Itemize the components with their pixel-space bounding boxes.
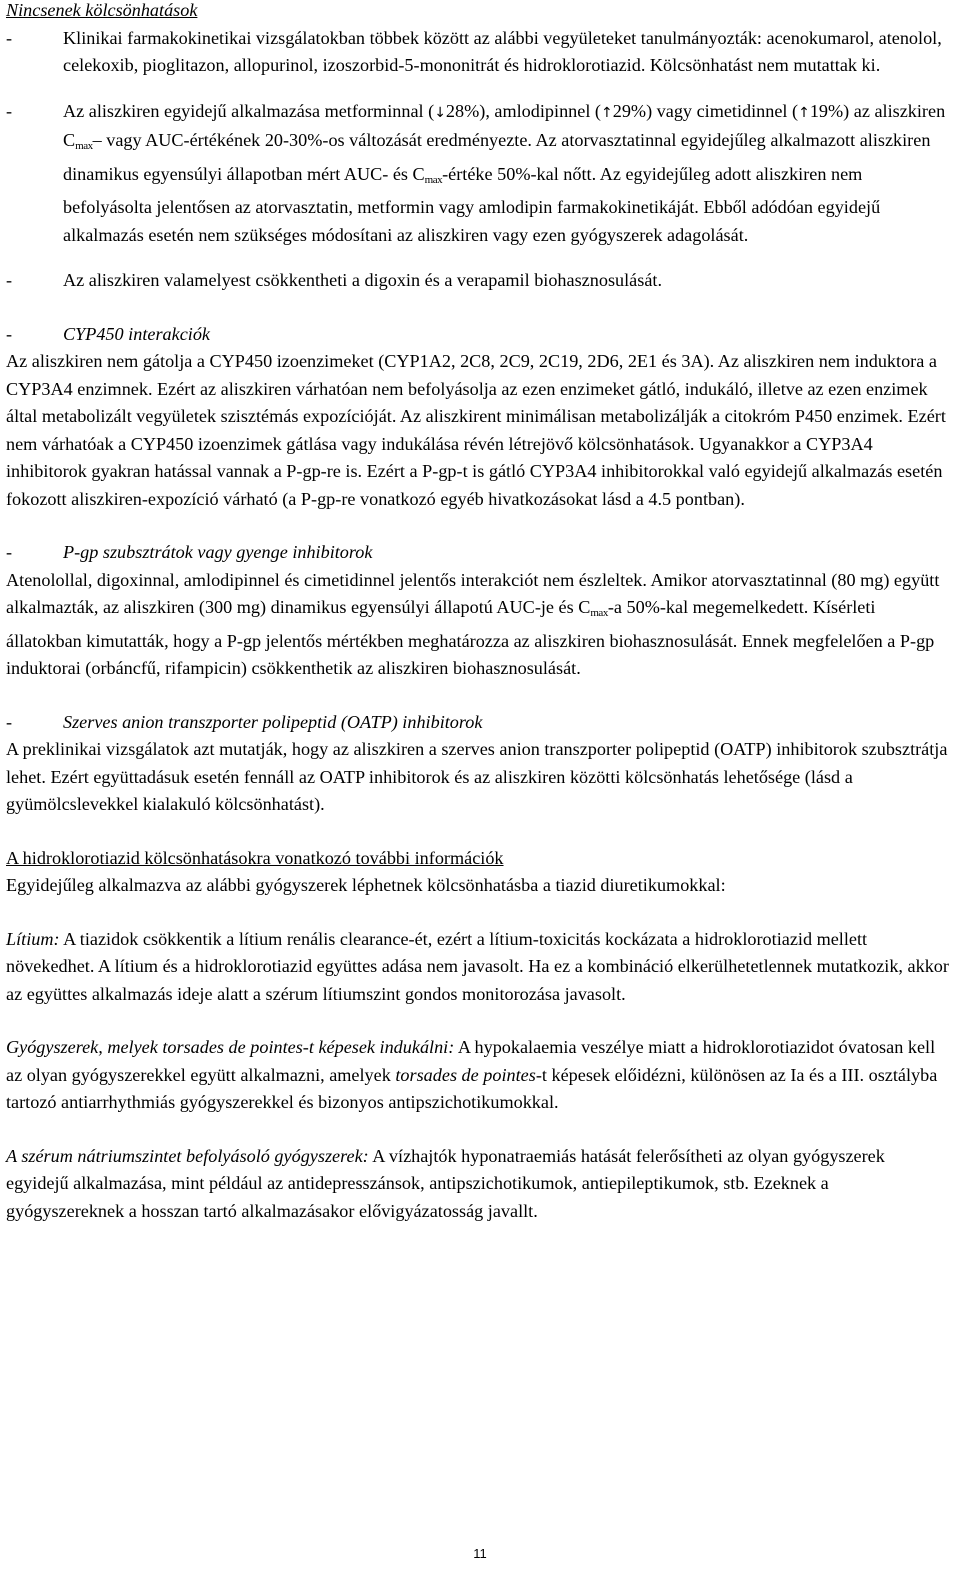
paragraph-label: A szérum nátriumszintet befolyásoló gyógyszerek: <box>6 1145 369 1166</box>
bullet-text: Az aliszkiren egyidejű alkalmazása metforminnal (↓28%), amlodipinnel (↑29%) vagy cimetidinnel (↑19%) az aliszkiren $C_{max}-$ vagy AUC-értékének 20-30%-os változását eredményezte. Az atorvasztatinnal egyidejűleg alkalmazott aliszkiren dinamikus egyensúlyi állapotban mért AUC- és $C_{max}$-értéke 50%-kal nőtt. Az egyidejűleg adott aliszkiren nem befolyásolta jelentősen az atorvasztatin, metformin vagy amlodipin farmakokinetikáját. Ebből adódóan egyidejű alkalmazás esetén nem szükséges módosítani az aliszkiren vagy ezen gyógyszerek adagolását. <box>63 100 946 245</box>
bullet-dash: - <box>6 711 13 732</box>
bullet-text: Az aliszkiren valamelyest csökkentheti a digoxin és a verapamil biohasznosulását. <box>63 270 662 290</box>
section-heading-hctz: A hidroklorotiazid kölcsönhatásokra vonatkozó további információk <box>6 847 504 868</box>
arrow-down-icon: ↓ <box>434 104 446 121</box>
bullet-dash: - <box>6 323 13 344</box>
paragraph-torsades: Gyógyszerek, melyek torsades de pointes-t képesek indukálni: A hypokalaemia veszélye miatt a hidroklorotiazidot óvatosan kell az olyan gyógyszerekkel együtt alkalmazni, amelyek torsades de pointes-t képesek előidézni, különösen az Ia és a III. osztályba tartozó antiarrhythmiás gyógyszerekkel és bizonyos antipszichotikumokkal. <box>6 1037 938 1112</box>
arrow-up-icon: ↑ <box>601 104 613 121</box>
bullet-item-metformin <box>6 98 950 250</box>
arrow-up-icon: ↑ <box>798 104 810 121</box>
paragraph-pgp: Atenolollal, digoxinnal, amlodipinnel és cimetidinnel jelentős interakciót nem észleltek. Amikor atorvasztatinnal (80 mg) együtt alkalmazták, az aliszkiren (300 mg) dinamikus egyensúlyi állapotú AUC-je és $C_{max}-a$ 50%-kal megemelkedett. Kísérleti állatokban kimutatták, hogy a P-gp jelentős mértékben meghatározza az aliszkiren biohasznosulását. Ennek megfelelően a P-gp induktorai (orbáncfű, rifampicin) csökkenthetik az aliszkiren biohasznosulását. <box>6 569 940 678</box>
subheading-cyp450 <box>6 321 950 349</box>
paragraph-natrium: A szérum nátriumszintet befolyásoló gyógyszerek: A vízhajtók hyponatraemiás hatását felerősítheti az olyan gyógyszerek egyidejű alkalmazása, mint például az antidepresszánsok, antipszichotikumok, antiepileptikumok, stb. Ezeknek a gyógyszereknek a hosszan tartó alkalmazásakor elővigyázatosság javallt. <box>6 1145 885 1221</box>
subheading-oatp <box>6 709 950 737</box>
subheading-text: CYP450 interakciók <box>63 323 210 344</box>
subscript-max: max <box>424 173 443 186</box>
subheading-pgp <box>6 539 950 567</box>
bullet-dash: - <box>6 270 13 290</box>
bullet-item-clinical-studies <box>6 25 950 80</box>
subscript-max: max <box>75 140 93 152</box>
bullet-item-digoxin <box>6 267 950 295</box>
bullet-dash: - <box>6 100 13 121</box>
document-page <box>6 0 950 1225</box>
subheading-text: P-gp szubsztrátok vagy gyenge inhibitorok <box>63 542 373 562</box>
page-number: 11 <box>473 1546 487 1561</box>
paragraph-cyp450: Az aliszkiren nem gátolja a CYP450 izoenzimeket (CYP1A2, 2C8, 2C9, 2C19, 2D6, 2E1 és 3A). Az aliszkiren nem induktora a CYP3A4 enzimnek. Ezért az aliszkiren várhatóan nem befolyásolja az ezen enzimeket gátló, indukáló, illetve az ezen enzimek által metabolizált vegyületek szisztémás expozícióját. Az aliszkirent minimálisan metabolizálják a citokróm P450 enzimek. Ezért nem várhatóak a CYP450 izoenzimek gátlása vagy indukálása révén létrejövő kölcsönhatások. Ugyanakkor a CYP3A4 inhibitorok gyakran hatással vannak a P-gp-re is. Ezért a P-gp-t is gátló CYP3A4 inhibitorokkal való egyidejű alkalmazás esetén fokozott aliszkiren-expozíció várható (a P-gp-re vonatkozó egyéb hivatkozásokat lásd a 4.5 pontban). <box>6 351 946 509</box>
paragraph-litium: Lítium: A tiazidok csökkentik a lítium renális clearance-ét, ezért a lítium-toxicitás kockázata a hidroklorotiazid mellett növekedhet. A lítium és a hidroklorotiazid együttes adása nem javasolt. Ha ez a kombináció elkerülhetetlennek mutatkozik, akkor az együttes alkalmazás ideje alatt a szérum lítiumszint gondos monitorozása javasolt. <box>6 928 949 1004</box>
bullet-dash: - <box>6 27 13 48</box>
bullet-dash: - <box>6 542 13 562</box>
paragraph-label: Lítium: <box>6 928 60 949</box>
bullet-text: Klinikai farmakokinetikai vizsgálatokban többek között az alábbi vegyületeket tanulmányozták: acenokumarol, atenolol, celekoxib, pioglitazon, allopurinol, izoszorbid-5-mononitrát és hidroklorotiazid. Kölcsönhatást nem mutattak ki. <box>63 27 942 75</box>
subscript-max: max <box>590 607 608 619</box>
paragraph-hctz-intro: Egyidejűleg alkalmazva az alábbi gyógyszerek léphetnek kölcsönhatásba a tiazid diuretikumokkal: <box>6 875 726 895</box>
section-heading-no-interactions: Nincsenek kölcsönhatások <box>6 0 198 20</box>
paragraph-label: Gyógyszerek, melyek torsades de pointes-t képesek indukálni: <box>6 1037 455 1057</box>
subheading-text: Szerves anion transzporter polipeptid (OATP) inhibitorok <box>63 711 483 732</box>
paragraph-oatp: A preklinikai vizsgálatok azt mutatják, hogy az aliszkiren a szerves anion transzporter polipeptid (OATP) inhibitorok szubsztrátja lehet. Ezért együttadásuk esetén fennáll az OATP inhibitorok és az aliszkiren közötti kölcsönhatás lehetősége (lásd a gyümölcslevekkel kialakuló kölcsönhatást). <box>6 739 948 814</box>
